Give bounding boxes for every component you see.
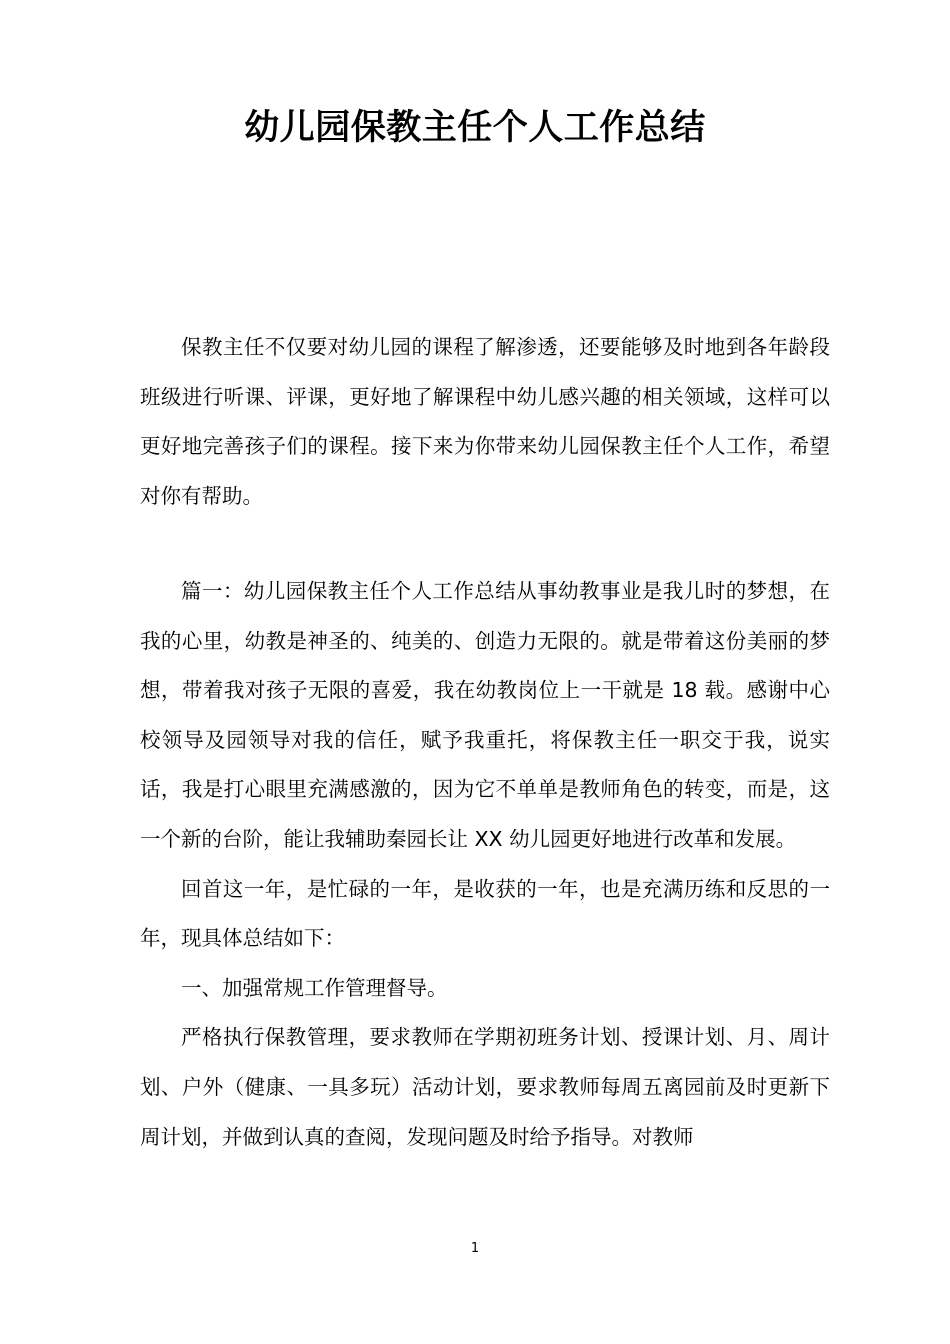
intro-section [140, 323, 830, 521]
paragraph-management: 严格执行保教管理，要求教师在学期初班务计划、授课计划、月、周计划、户外（健康、一具多玩）活动计划，要求教师每周五离园前及时更新下周计划，并做到认真的查阅，发现问题及时给予指导。对教师 [140, 1025, 830, 1149]
section-heading-one: 一、加强常规工作管理督导。 [181, 975, 448, 1000]
paragraph-part-one: 篇一：幼儿园保教主任个人工作总结从事幼教事业是我儿时的梦想，在我的心里，幼教是神圣的、纯美的、创造力无限的。就是带着这份美丽的梦想，带着我对孩子无限的喜爱，我在幼教岗位上一干就是 18 载。感谢中心校领导及园领导对我的信任，赋予我重托，将保教主任一职交于我，说实话，我是打心眼里充满感激的，因为它不单单是教师角色的转变，而是，这一个新的台阶，能让我辅助秦园长让 XX 幼儿园更好地进行改革和发展。 [140, 579, 830, 851]
page-number: 1 [470, 1241, 480, 1256]
document-title: 幼儿园保教主任个人工作总结 [244, 108, 706, 148]
paragraph-review: 回首这一年，是忙碌的一年，是收获的一年，也是充满历练和反思的一年，现具体总结如下： [140, 876, 830, 951]
intro-paragraph: 保教主任不仅要对幼儿园的课程了解渗透，还要能够及时地到各年龄段班级进行听课、评课，更好地了解课程中幼儿感兴趣的相关领域，这样可以更好地完善孩子们的课程。接下来为你带来幼儿园保教主任个人工作，希望对你有帮助。 [140, 335, 830, 508]
main-section [140, 567, 830, 1162]
